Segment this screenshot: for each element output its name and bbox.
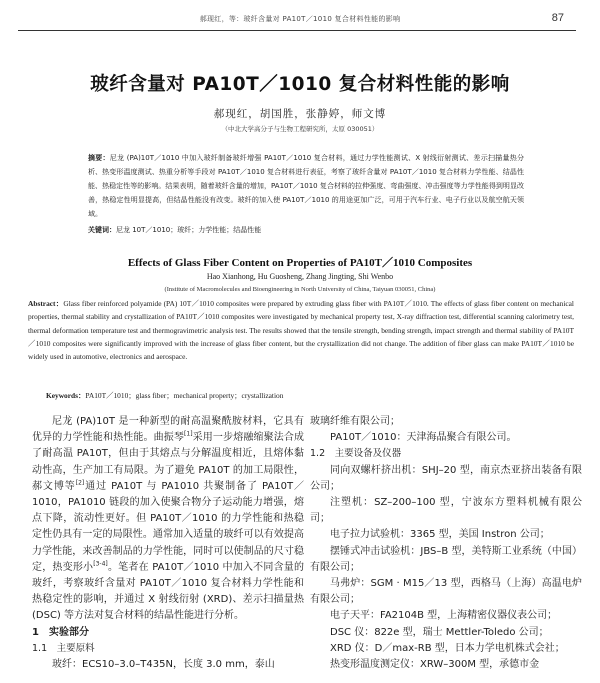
- equipment-item: 电子拉力试验机：3365 型，美国 Instron 公司；: [330, 529, 550, 541]
- intro-text-1: 尼龙 (PA)10T 是一种新型的耐高温聚酰胺材料，它具有优异的力学性能和热性能。曲振琴: [32, 416, 304, 444]
- equipment-item: 热变形温度测定仪：XRW–300M 型，承德市金: [330, 659, 540, 671]
- citation-ref-3: [3-4]: [93, 560, 108, 568]
- intro-text-4: 。笔者在 PA10T／1010 中加入不同含量的玻纤，考察玻纤含量对 PA10T／1010 复合材料力学性能和热稳定性的影响，并通过 X 射线衍射 (XRD)、差示扫描量热 (DSC) 等方法对复合材料的结晶性能进行分析。: [32, 561, 304, 622]
- abstract-cn-label: 摘要：: [88, 154, 110, 162]
- body-column-left: [32, 414, 304, 676]
- body-column-right: [310, 414, 582, 676]
- authors-cn: 郝现红，胡国胜，张静婷，师文博: [213, 108, 387, 120]
- equipment-item: 摆锤式冲击试验机：JBS–B 型，美特斯工业系统（中国）有限公司；: [310, 545, 582, 573]
- keywords-cn-label: 关键词：: [88, 226, 116, 234]
- equipment-item: XRD 仪：D／max-RB 型，日本力学电机株式会社；: [330, 642, 565, 654]
- equipment-item: DSC 仪：822e 型，瑞士 Mettler-Toledo 公司；: [330, 626, 549, 638]
- section-heading-1-2: 1.2 主要设备及仪器: [310, 448, 402, 460]
- material-item-cont: 玻璃纤维有限公司；: [310, 416, 400, 427]
- paper-title-cn: 玻纤含量对 PA10T／1010 复合材料性能的影响: [90, 74, 510, 95]
- equipment-item: 注塑机：SZ–200–100 型，宁波东方塑料机械有限公司；: [310, 497, 582, 525]
- affiliation-cn: （中北大学高分子与生物工程研究所，太原 030051）: [221, 125, 379, 133]
- equipment-item: 马弗炉：SGM · M15／13 型，西格马（上海）高温电炉有限公司；: [310, 578, 582, 606]
- abstract-en: [28, 297, 574, 363]
- paper-title-en: Effects of Glass Fiber Content on Properties of PA10T／1010 Composites: [127, 257, 473, 269]
- page-number: 87: [551, 12, 564, 24]
- equipment-item: 同向双螺杆挤出机：SHJ–20 型，南京杰亚挤出装备有限公司；: [310, 464, 582, 492]
- abstract-en-text: Glass fiber reinforced polyamide (PA) 10T／1010 composites were prepared by extruding glass fiber with PA10T／1010. The effects of glass fiber content on mechanical properties, thermal stability and crystallization of PA10T／1010 composites were investigated by mechanical property test, X-ray diffraction test, differential scanning calorimetry test, thermal deformation temperature test and thermogravimetric analysis test. The results showed that the tensile strength, bending strength, impact strength and thermal stability of PA10T／1010 composites were significantly improved with the increase of glass fiber content, but the crystallization did not change. The addition of fiber glass can make PA10T／1010 be widely used in automotive, electronics and aerospace.: [28, 299, 574, 362]
- keywords-cn: [88, 224, 524, 236]
- material-item: 玻纤：ECS10–3.0–T435N，长度 3.0 mm，泰山: [52, 659, 275, 671]
- keywords-en-text: PA10T／1010；glass fiber；mechanical property；crystallization: [85, 391, 284, 400]
- affiliation-en: (Institute of Macromolecules and Bioengineering in North University of China, Taiyuan 030051, China): [164, 286, 436, 293]
- keywords-cn-text: 尼龙 10T／1010；玻纤；力学性能；结晶性能: [116, 226, 262, 234]
- running-header: [0, 10, 600, 30]
- equipment-item: 电子天平：FA2104B 型，上海精密仪器仪表公司；: [330, 610, 558, 622]
- abstract-cn: [88, 151, 524, 221]
- keywords-en: [46, 390, 574, 402]
- intro-paragraph: [32, 414, 304, 625]
- citation-ref-1: [1]: [184, 430, 193, 438]
- keywords-en-label: Keywords：: [46, 391, 86, 400]
- abstract-cn-text: 尼龙 (PA)10T／1010 中加入玻纤制备玻纤增强 PA10T／1010 复合材料，通过力学性能测试、X 射线衍射测试、差示扫描量热分析、热变形温度测试、热重分析等手段对 PA10T／1010 复合材料进行表征，考察了玻纤含量对 PA10T／1010 复合材料力学性能、结晶性能、热稳定性等的影响。结果表明，随着玻纤含量的增加，PA10T／1010 复合材料的拉伸强度、弯曲强度、冲击强度等力学性能得到明显改善，热稳定性明显提高，但结晶性能没有改变。玻纤的加入使 PA10T／1010 的用途更加广泛，可用于汽车行业、电子行业以及航空航天领域。: [88, 154, 524, 218]
- header-rule: [18, 30, 576, 31]
- section-heading-1-1: 1.1 主要原料: [32, 642, 95, 654]
- section-heading-1: 1 实验部分: [32, 626, 89, 638]
- material-item: PA10T／1010：天津海晶聚合有限公司。: [330, 432, 517, 444]
- running-title: 郝现红，等：玻纤含量对 PA10T／1010 复合材料性能的影响: [199, 15, 401, 23]
- intro-text-3: 通过 PA10T 与 PA1010 共聚制备了 PA10T／1010，PA1010 链段的加入使聚合物分子运动能力增强，熔点下降，流动性更好。但 PA10T／1010 的力学性能和热稳定性仍具有一定的局限性。通常加入适量的玻纤可以有效提高力学性能，来改善制品的力学性能，同时可以使制品的尺寸稳定，热变形小: [32, 480, 304, 573]
- citation-ref-2: [2]: [75, 479, 85, 487]
- authors-en: Hao Xianhong, Hu Guosheng, Zhang Jingting, Shi Wenbo: [206, 272, 394, 281]
- intro-text-2: 采用一步熔融缩聚法合成了耐高温 PA10T，但由于其熔点与分解温度相近，且熔体黏动性高，生产加工有局限。为了避免 PA10T 的加工局限性，郝文博等: [32, 432, 304, 492]
- abstract-en-label: Abstract：: [28, 299, 64, 308]
